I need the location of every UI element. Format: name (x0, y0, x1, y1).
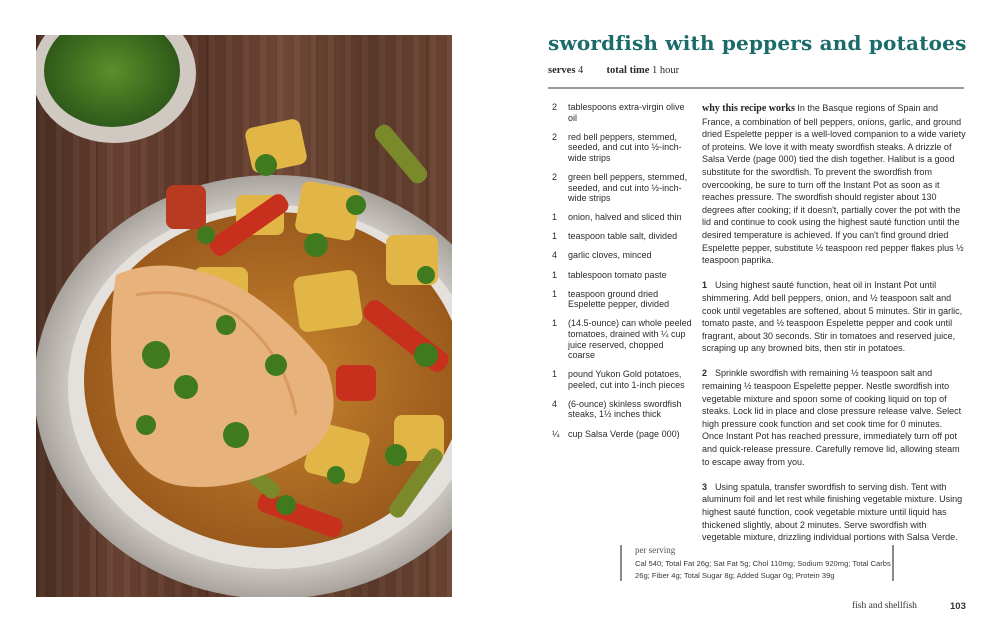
ingredient-item (552, 250, 692, 261)
ingredient-qty: 1 (552, 269, 558, 280)
step (702, 279, 966, 355)
ingredient-text: onion, halved and sliced thin (568, 212, 682, 223)
step-text: Using spatula, transfer swordfish to serving dish. Tent with aluminum foil and let rest while finishing vegetable mixture. Using highest sauté function, cook vegetable mixture until liquid has thickened slightly, about 2 minutes. Serve swordfish with vegetable mixture, drizzling individual portions with Salsa Verde. (702, 481, 963, 543)
ingredient-item (552, 369, 692, 390)
ingredient-qty: 2 (552, 131, 558, 142)
ingredient-qty: 1 (552, 318, 558, 329)
step (702, 481, 966, 544)
divider-rule (548, 87, 964, 89)
ingredient-text: garlic cloves, minced (568, 250, 652, 261)
intro-lead: why this recipe works (702, 103, 795, 114)
ingredient-qty: 1 (552, 212, 558, 223)
ingredient-item (552, 172, 692, 204)
recipe-meta (548, 65, 679, 76)
step-number: 3 (702, 481, 708, 492)
serves-value: 4 (578, 65, 584, 76)
dish-illustration (36, 35, 452, 597)
ingredient-qty: 2 (552, 171, 558, 182)
ingredient-text: pound Yukon Gold potatoes, peeled, cut into 1-inch pieces (568, 369, 685, 390)
ingredient-item (552, 212, 692, 223)
ingredient-text: tablespoons extra-virgin olive oil (568, 102, 685, 123)
ingredient-item (552, 429, 692, 440)
nutrition-text: Cal 540; Total Fat 26g; Sat Fat 5g; Chol 110mg; Sodium 920mg; Total Carbs 26g; Fiber 4g; Total Sugar 8g; Added Sugar 0g; Protein 39g (635, 559, 891, 580)
ingredient-text: (14.5-ounce) can whole peeled tomatoes, drained with ¼ cup juice reserved, chopped coarse (568, 318, 692, 361)
ingredient-item (552, 399, 692, 420)
ingredient-qty: 1 (552, 288, 558, 299)
step-text: Sprinkle swordfish with remaining ½ teaspoon salt and remaining ½ teaspoon Espelette pepper. Nestle swordfish into vegetable mixture and spoon some of cooking liquid on top of steaks. Lock lid in place and close pressure release valve. Select high pressure cook function and set cook time for 0 minutes. Once Instant Pot has reached pressure, immediately turn off pot and quick-release pressure. Carefully remove lid, allowing steam to escape away from you. (702, 368, 962, 467)
ingredient-text: tablespoon tomato paste (568, 269, 667, 280)
time-label: total time (606, 65, 650, 76)
recipe-title: swordfish with peppers and potatoes (548, 31, 967, 55)
ingredient-qty: 1 (552, 231, 558, 242)
step-number: 2 (702, 368, 708, 379)
ingredient-text: green bell peppers, stemmed, seeded, and cut into ½-inch-wide strips (568, 171, 688, 204)
intro-text: In the Basque regions of Spain and France, a combination of bell peppers, onions, garlic, and ground dried Espelette pepper is a well-loved companion to a wide variety of proteins. We love it with meaty swordfish steaks. A drizzle of Salsa Verde (page 000) tied the dish together. Halibut is a good substitute for the swordfish. To prevent the swordfish from overcooking, be sure to turn off the Instant Pot as soon as it reaches pressure. The swordfish should register about 130 degrees after cooking; if it doesn't, partially cover the pot with the lid and continue to cook using the highest sauté function until the desired temperature is achieved. If you can't find ground dried Espelette pepper, substitute ½ teaspoon red pepper flakes plus ½ teaspoon paprika. (702, 103, 966, 266)
ingredient-text: cup Salsa Verde (page 000) (568, 428, 680, 439)
step-number: 1 (702, 280, 708, 291)
recipe-photo (36, 35, 452, 597)
ingredient-text: red bell peppers, stemmed, seeded, and cut into ½-inch-wide strips (568, 131, 682, 163)
ingredient-text: (6-ounce) skinless swordfish steaks, 1½ inches thick (568, 398, 682, 420)
ingredient-qty: 4 (552, 250, 558, 261)
serves-label: serves (548, 65, 576, 76)
nutrition-label: per serving (635, 545, 676, 555)
step-text: Using highest sauté function, heat oil in Instant Pot until shimmering. Add bell peppers, onion, and ½ teaspoon salt and cook until vegetables are softened, about 5 minutes. Stir in garlic, tomato paste, and ½ teaspoon Espelette pepper and cook until fragrant, about 30 seconds. Stir in tomatoes and reserved juice, scraping up any browned bits, then stir in potatoes. (702, 280, 963, 354)
ingredient-text: teaspoon table salt, divided (568, 231, 678, 242)
ingredient-list (552, 102, 692, 448)
ingredient-text: teaspoon ground dried Espelette pepper, divided (568, 288, 670, 310)
intro-paragraph (702, 102, 966, 267)
ingredient-item (552, 270, 692, 281)
page-number: 103 (950, 601, 966, 612)
ingredient-item (552, 132, 692, 164)
ingredient-qty: 2 (552, 102, 558, 112)
ingredient-item (552, 318, 692, 360)
nutrition-box (620, 545, 894, 581)
section-name: fish and shellfish (852, 601, 917, 611)
ingredient-qty: ¼ (552, 428, 560, 439)
ingredient-item (552, 289, 692, 310)
ingredient-item (552, 231, 692, 242)
ingredient-qty: 4 (552, 398, 558, 409)
time-value: 1 hour (652, 65, 680, 76)
ingredient-item (552, 102, 692, 123)
recipe-body (702, 102, 966, 556)
ingredient-qty: 1 (552, 369, 558, 380)
step (702, 367, 966, 468)
